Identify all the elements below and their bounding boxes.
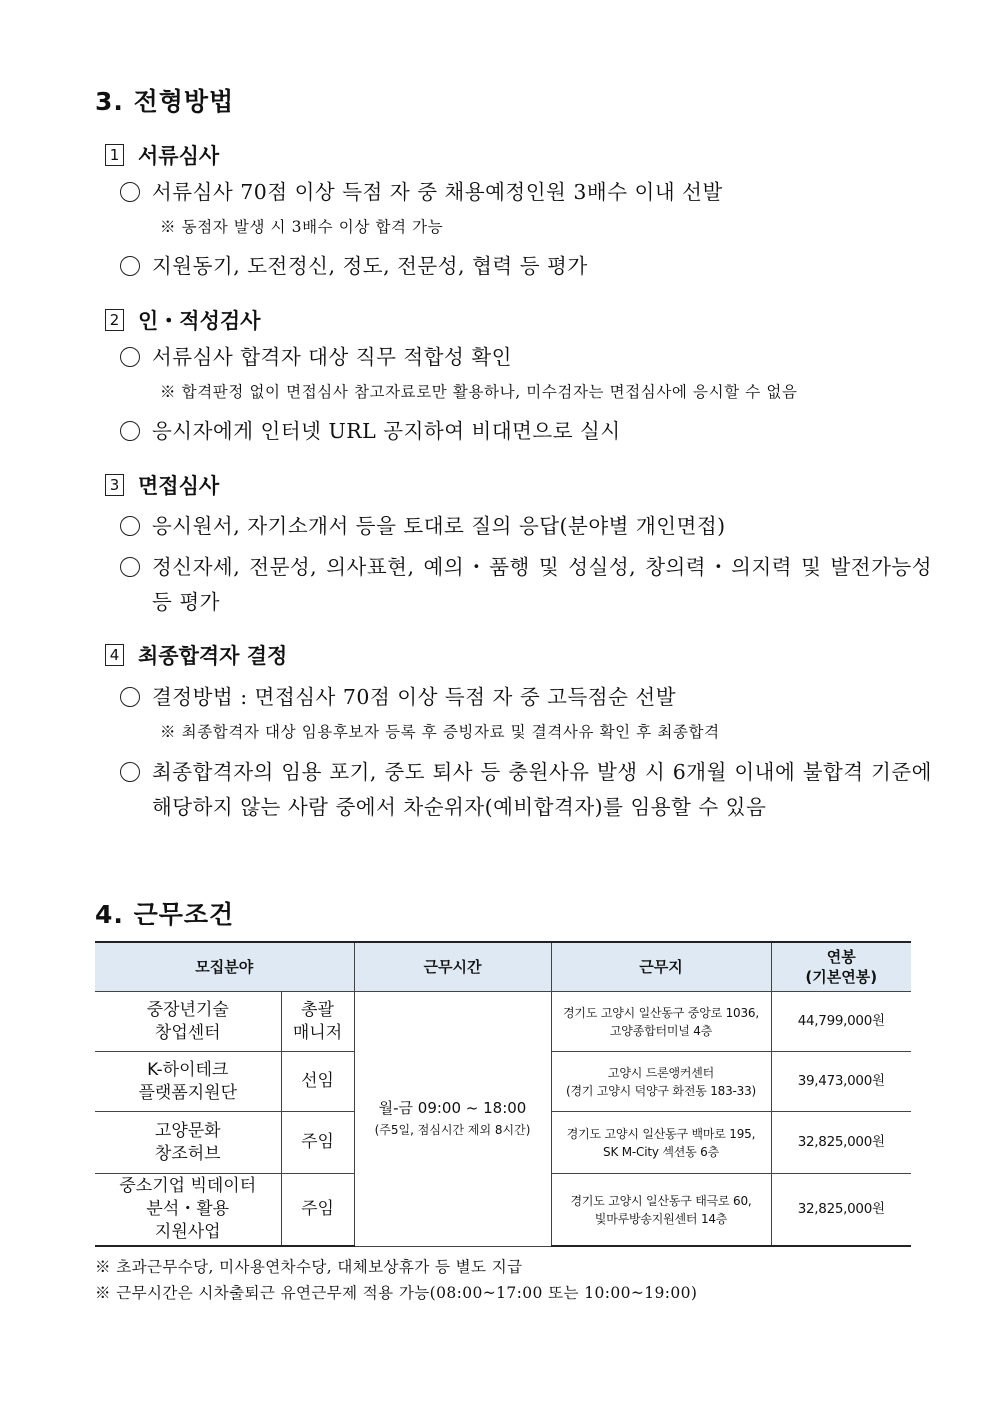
step-2-heading [105,305,260,335]
circle-bullet-icon [120,687,140,707]
section-4-title: 4. 근무조건 [95,900,235,929]
step-1-bullet-2: 지원동기, 도전정신, 정도, 전문성, 협력 등 평가 [120,249,900,284]
circle-bullet-icon [120,256,140,276]
table-row [95,992,911,1052]
header-salary: 연봉 (기본연봉) [771,942,911,992]
step-4-title: 최종합격자 결정 [138,643,288,668]
footnote-1: ※ 초과근무수당, 미사용연차수당, 대체보상휴가 등 별도 지급 [95,1258,523,1276]
dept-cell: K-하이테크 플랫폼지원단 [95,1052,281,1112]
step-3-bullet-2: 정신자세, 전문성, 의사표현, 예의・품행 및 성실성, 창의력・의지력 및 발전가능성 등 평가 [120,550,932,620]
dept-cell: 고양문화 창조허브 [95,1112,281,1174]
step-4-note: ※ 최종합격자 대상 임용후보자 등록 후 증빙자료 및 결격사유 확인 후 최종합격 [160,723,720,741]
salary-cell: 32,825,000원 [771,1112,911,1174]
salary-cell: 39,473,000원 [771,1052,911,1112]
work-conditions-table [95,941,911,1247]
header-hours: 근무시간 [354,942,551,992]
step-3-bullet-1: 응시원서, 자기소개서 등을 토대로 질의 응답(분야별 개인면접) [120,509,900,544]
rank-cell: 총괄 매니저 [281,992,354,1052]
table-header-row [95,942,911,992]
step-1-title: 서류심사 [138,143,220,168]
step-4-number: 4 [105,644,124,666]
step-2-bullet-1: 서류심사 합격자 대상 직무 적합성 확인 [120,340,900,375]
rank-cell: 선임 [281,1052,354,1112]
step-3-title: 면접심사 [138,473,220,498]
step-1-note: ※ 동점자 발생 시 3배수 이상 합격 가능 [160,218,444,236]
step-4-bullet-1: 결정방법 : 면접심사 70점 이상 득점 자 중 고득점순 선발 [120,680,900,715]
salary-cell: 44,799,000원 [771,992,911,1052]
dept-cell: 중소기업 빅데이터 분석・활용 지원사업 [95,1174,281,1247]
step-1-heading [105,140,219,170]
rank-cell: 주임 [281,1112,354,1174]
step-2-number: 2 [105,309,124,331]
header-location: 근무지 [551,942,771,992]
step-1-number: 1 [105,144,124,166]
section-3-title: 3. 전형방법 [95,87,235,116]
circle-bullet-icon [120,557,140,577]
step-3-heading [105,470,219,500]
circle-bullet-icon [120,347,140,367]
step-4-heading [105,640,287,670]
rank-cell: 주임 [281,1174,354,1247]
step-2-note: ※ 합격판정 없이 면접심사 참고자료로만 활용하나, 미수검자는 면접심사에 응시할 수 없음 [160,383,798,401]
circle-bullet-icon [120,762,140,782]
step-3-number: 3 [105,474,124,496]
step-2-bullet-2: 응시자에게 인터넷 URL 공지하여 비대면으로 실시 [120,414,900,449]
circle-bullet-icon [120,182,140,202]
dept-cell: 중장년기술 창업센터 [95,992,281,1052]
hours-cell: 월-금 09:00 ~ 18:00 (주5일, 점심시간 제외 8시간) [354,992,551,1247]
header-field: 모집분야 [95,942,354,992]
location-cell: 고양시 드론앵커센터 (경기 고양시 덕양구 화전동 183-33) [551,1052,771,1112]
step-2-title: 인・적성검사 [138,308,261,333]
location-cell: 경기도 고양시 일산동구 중앙로 1036, 고양종합터미널 4층 [551,992,771,1052]
circle-bullet-icon [120,516,140,536]
salary-cell: 32,825,000원 [771,1174,911,1247]
step-1-bullet-1: 서류심사 70점 이상 득점 자 중 채용예정인원 3배수 이내 선발 [120,175,900,210]
footnote-2: ※ 근무시간은 시차출퇴근 유연근무제 적용 가능(08:00~17:00 또는 10:00~19:00) [95,1284,698,1302]
circle-bullet-icon [120,421,140,441]
step-4-bullet-2: 최종합격자의 임용 포기, 중도 퇴사 등 충원사유 발생 시 6개월 이내에 불합격 기준에 해당하지 않는 사람 중에서 차순위자(예비합격자)를 임용할 수 있음 [120,755,932,825]
location-cell: 경기도 고양시 일산동구 백마로 195, SK M-City 섹션동 6층 [551,1112,771,1174]
location-cell: 경기도 고양시 일산동구 태극로 60, 빛마루방송지원센터 14층 [551,1174,771,1247]
